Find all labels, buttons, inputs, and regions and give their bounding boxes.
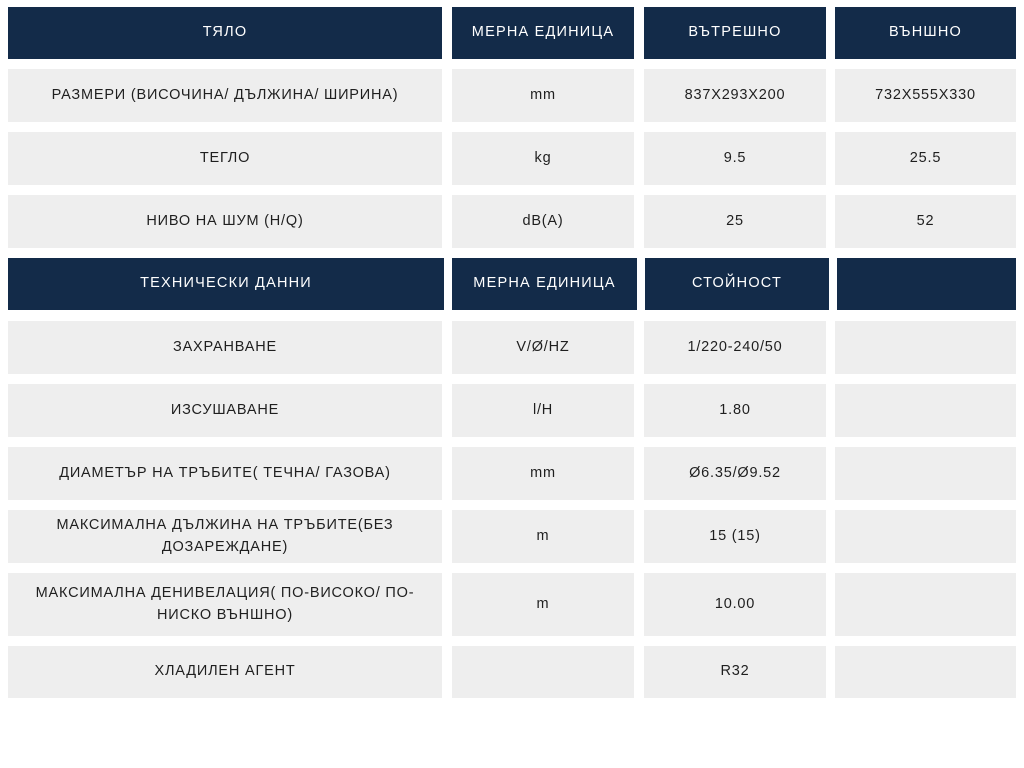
- value-cell: 15 (15): [644, 510, 826, 563]
- indoor-value-cell: 25: [644, 195, 826, 248]
- column-header-value: СТОЙНОСТ: [645, 258, 829, 310]
- empty-cell: [835, 646, 1016, 698]
- empty-cell: [835, 447, 1016, 500]
- outdoor-value-cell: 732X555X330: [835, 69, 1016, 122]
- column-header-unit: МЕРНА ЕДИНИЦА: [452, 258, 637, 310]
- unit-cell: kg: [452, 132, 634, 185]
- empty-cell: [835, 573, 1016, 636]
- column-header-technical-data: ТЕХНИЧЕСКИ ДАННИ: [8, 258, 444, 310]
- value-cell: 10.00: [644, 573, 826, 636]
- column-header-unit: МЕРНА ЕДИНИЦА: [452, 7, 634, 59]
- row-label-power-supply: ЗАХРАНВАНЕ: [8, 321, 442, 374]
- column-header-body: ТЯЛО: [8, 7, 442, 59]
- unit-cell: V/Ø/HZ: [452, 321, 634, 374]
- indoor-value-cell: 837X293X200: [644, 69, 826, 122]
- unit-cell: l/H: [452, 384, 634, 437]
- unit-cell: dB(A): [452, 195, 634, 248]
- empty-cell: [835, 321, 1016, 374]
- empty-cell: [835, 384, 1016, 437]
- row-label-noise-level: НИВО НА ШУМ (H/Q): [8, 195, 442, 248]
- row-label-weight: ТЕГЛО: [8, 132, 442, 185]
- unit-cell: m: [452, 510, 634, 563]
- value-cell: Ø6.35/Ø9.52: [644, 447, 826, 500]
- row-label-refrigerant: ХЛАДИЛЕН АГЕНТ: [8, 646, 442, 698]
- row-label-pipe-diameter: ДИАМЕТЪР НА ТРЪБИТЕ( ТЕЧНА/ ГАЗОВА): [8, 447, 442, 500]
- value-cell: R32: [644, 646, 826, 698]
- column-header-empty: [837, 258, 1016, 310]
- empty-cell: [835, 510, 1016, 563]
- row-label-dimensions: РАЗМЕРИ (ВИСОЧИНА/ ДЪЛЖИНА/ ШИРИНА): [8, 69, 442, 122]
- value-cell: 1/220-240/50: [644, 321, 826, 374]
- row-label-dehumidification: ИЗСУШАВАНЕ: [8, 384, 442, 437]
- outdoor-value-cell: 52: [835, 195, 1016, 248]
- row-label-max-pipe-length: МАКСИМАЛНА ДЪЛЖИНА НА ТРЪБИТЕ(БЕЗ ДОЗАРЕЖДАНЕ): [8, 510, 442, 563]
- value-cell: 1.80: [644, 384, 826, 437]
- unit-cell: [452, 646, 634, 698]
- column-header-indoor: ВЪТРЕШНО: [644, 7, 826, 59]
- unit-cell: mm: [452, 447, 634, 500]
- column-header-outdoor: ВЪНШНО: [835, 7, 1016, 59]
- indoor-value-cell: 9.5: [644, 132, 826, 185]
- unit-cell: mm: [452, 69, 634, 122]
- row-label-max-height-difference: МАКСИМАЛНА ДЕНИВЕЛАЦИЯ( ПО-ВИСОКО/ ПО-НИСКО ВЪНШНО): [8, 573, 442, 636]
- unit-cell: m: [452, 573, 634, 636]
- outdoor-value-cell: 25.5: [835, 132, 1016, 185]
